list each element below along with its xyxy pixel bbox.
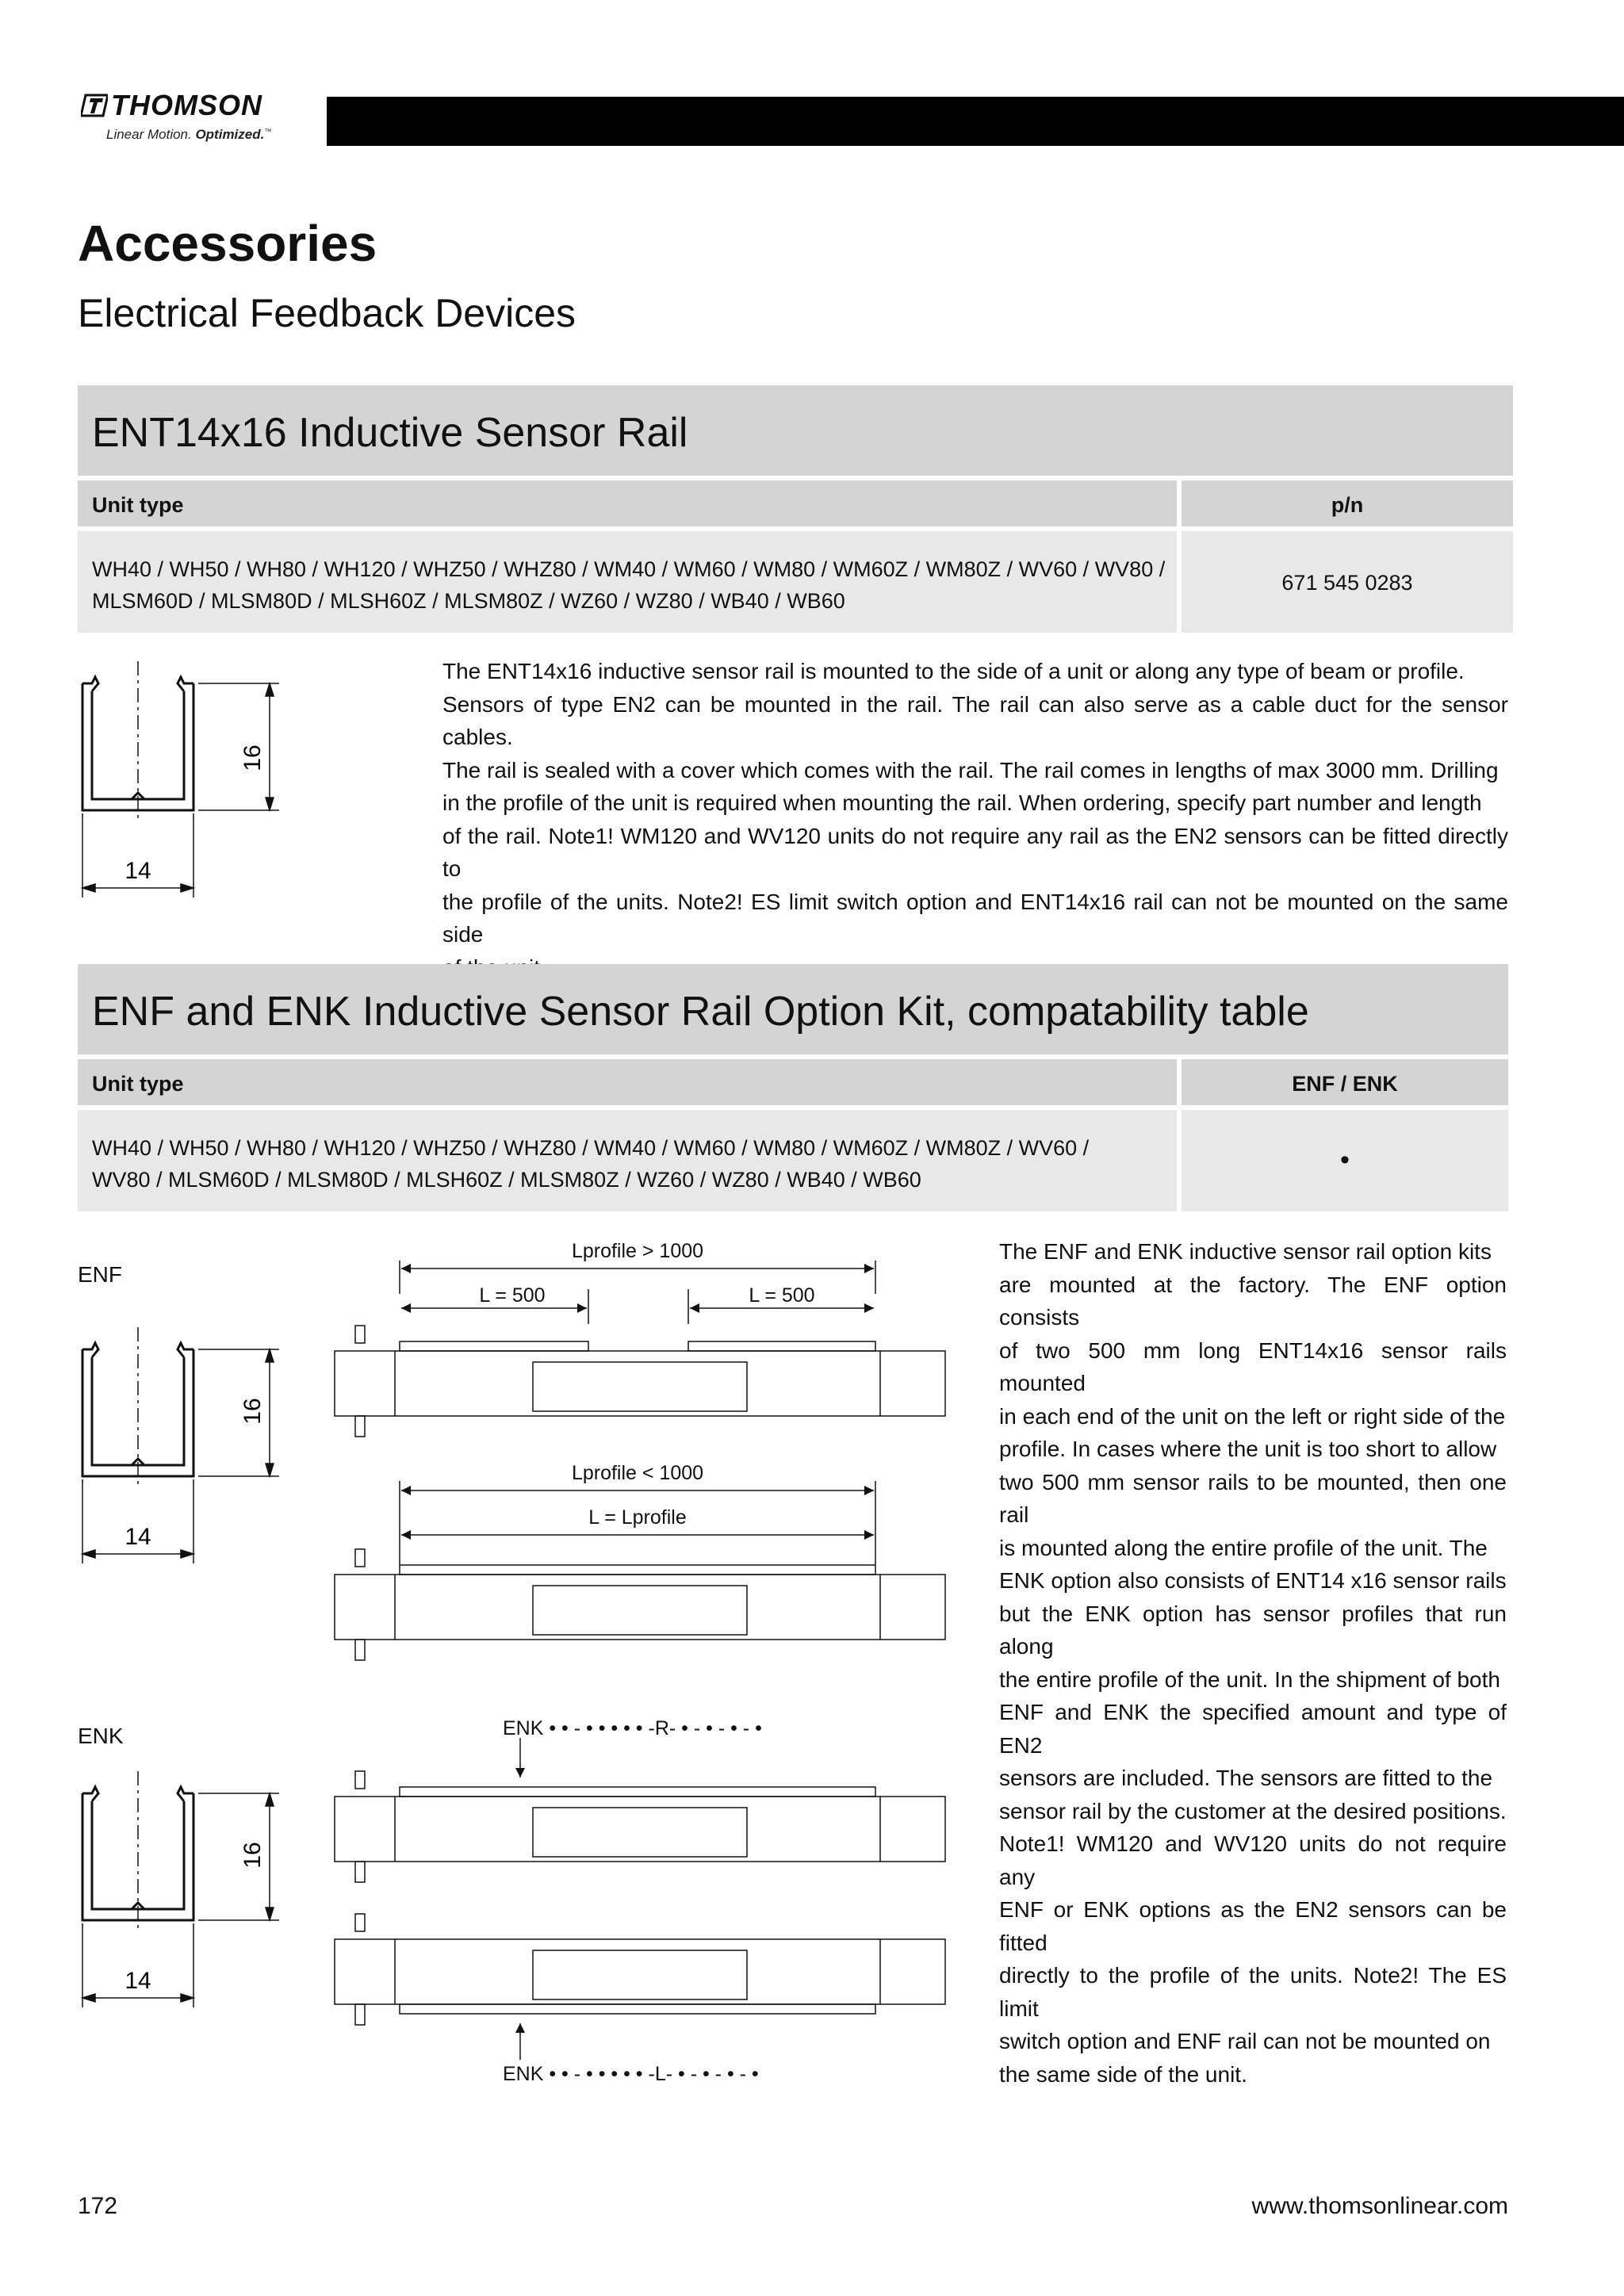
table-cell-compat-mark: • — [1182, 1110, 1508, 1211]
section2-description — [999, 1235, 1507, 2091]
dim-width-label: 14 — [124, 1524, 151, 1550]
enf-label: ENF — [78, 1262, 122, 1287]
l500-left-label: L = 500 — [479, 1284, 546, 1307]
description-line: The ENT14x16 inductive sensor rail is mounted to the side of a unit or along any type of beam or profile. — [442, 659, 1465, 683]
description-line: the same side of the unit. — [999, 2061, 1247, 2087]
lprofile-lt-label: Lprofile < 1000 — [571, 1462, 704, 1484]
description-line: ENF and ENK the specified amount and type of EN2 — [999, 1700, 1507, 1758]
l-eq-lprofile-label: L = Lprofile — [588, 1506, 687, 1529]
footer-website-link[interactable]: www.thomsonlinear.com — [1251, 2193, 1508, 2219]
enk-rail-profile-drawing — [71, 1760, 293, 2014]
description-line: is mounted along the entire profile of the unit. The — [999, 1535, 1488, 1560]
section-ent14x16-header — [78, 385, 1513, 476]
description-line: are mounted at the factory. The ENF option consists — [999, 1272, 1507, 1330]
unit-layout-diagram — [317, 1227, 967, 2091]
description-line: in the profile of the unit is required when mounting the rail. When ordering, specify part number and length — [442, 790, 1482, 815]
l500-right-label: L = 500 — [749, 1284, 815, 1307]
brand-logo-text: THOMSON — [111, 89, 262, 121]
description-line: but the ENK option has sensor profiles that run along — [999, 1601, 1507, 1659]
table-row-unit-types — [78, 1110, 1177, 1211]
section-title: ENT14x16 Inductive Sensor Rail — [92, 410, 688, 456]
dim-height-label: 16 — [239, 1842, 266, 1869]
description-line: in each end of the unit on the left or right side of the — [999, 1403, 1506, 1429]
description-line: The ENF and ENK inductive sensor rail option kits — [999, 1239, 1492, 1264]
brand-tagline: Linear Motion. Optimized.™ — [106, 127, 272, 142]
table-header-enf-enk: ENF / ENK — [1182, 1059, 1508, 1105]
page-title: Accessories — [78, 215, 377, 272]
enk-label: ENK — [78, 1724, 124, 1748]
table-header-unit-type: Unit type — [78, 1059, 1177, 1105]
header-black-bar — [327, 97, 1624, 146]
lprofile-gt-label: Lprofile > 1000 — [571, 1240, 704, 1262]
dim-height-label: 16 — [239, 1398, 266, 1425]
description-line: the profile of the units. Note2! ES limit switch option and ENT14x16 rail can not be mounted on the same side — [442, 889, 1508, 947]
thomson-logo-icon — [81, 94, 108, 117]
section-enf-enk-header — [78, 964, 1508, 1054]
table-header-unit-type: Unit type — [78, 480, 1177, 526]
description-line: profile. In cases where the unit is too short to allow — [999, 1437, 1497, 1461]
description-line: Note1! WM120 and WV120 units do not require any — [999, 1831, 1507, 1889]
unit-types-line: WV80 / MLSM60D / MLSM80D / MLSH60Z / MLSM80Z / WZ60 / WZ80 / WB40 / WB60 — [92, 1168, 921, 1192]
page-subtitle: Electrical Feedback Devices — [78, 291, 576, 335]
description-line: sensors are included. The sensors are fitted to the — [999, 1766, 1493, 1790]
enk-code-l-label: ENK • • - • • • • • -L- • - • - • - • — [503, 2063, 759, 2085]
page-number: 172 — [78, 2193, 118, 2219]
dim-width-label: 14 — [124, 858, 151, 884]
description-line: Sensors of type EN2 can be mounted in the rail. The rail can also serve as a cable duct for the sensor cables. — [442, 691, 1508, 749]
unit-types-line: WH40 / WH50 / WH80 / WH120 / WHZ50 / WHZ80 / WM40 / WM60 / WM80 / WM60Z / WM80Z / WV60 / WV80 / — [92, 557, 1166, 581]
description-line: sensor rail by the customer at the desired positions. — [999, 1798, 1507, 1823]
dim-height-label: 16 — [239, 744, 266, 771]
description-line: ENF or ENK options as the EN2 sensors can be fitted — [999, 1897, 1507, 1955]
dim-width-label: 14 — [124, 1968, 151, 1994]
enk-code-r-label: ENK • • - • • • • • -R- • - • - • - • — [503, 1717, 762, 1739]
unit-types-line: WH40 / WH50 / WH80 / WH120 / WHZ50 / WHZ80 / WM40 / WM60 / WM80 / WM60Z / WM80Z / WV60 / — [92, 1136, 1090, 1160]
description-line: of the rail. Note1! WM120 and WV120 units do not require any rail as the EN2 sensors can be fitted directly to — [442, 823, 1508, 881]
table-header-pn: p/n — [1182, 480, 1513, 526]
description-line: The rail is sealed with a cover which comes with the rail. The rail comes in lengths of max 3000 mm. Drilling — [442, 757, 1499, 783]
section1-description — [442, 655, 1508, 984]
unit-types-line: MLSM60D / MLSM80D / MLSH60Z / MLSM80Z / WZ60 / WZ80 / WB40 / WB60 — [92, 589, 845, 613]
description-line: the entire profile of the unit. In the shipment of both — [999, 1667, 1500, 1692]
section-title: ENF and ENK Inductive Sensor Rail Option Kit, compatability table — [92, 989, 1309, 1035]
description-line: two 500 mm sensor rails to be mounted, then one rail — [999, 1469, 1507, 1527]
description-line: directly to the profile of the units. Note2! The ES limit — [999, 1963, 1507, 2021]
description-line: ENK option also consists of ENT14 x16 sensor rails — [999, 1568, 1507, 1593]
description-line: of two 500 mm long ENT14x16 sensor rails mounted — [999, 1337, 1507, 1395]
enf-rail-profile-drawing — [71, 1316, 293, 1570]
table-cell-part-number: 671 545 0283 — [1182, 531, 1513, 633]
rail-profile-drawing — [71, 650, 293, 904]
description-line: switch option and ENF rail can not be mounted on — [999, 2029, 1491, 2053]
table-row-unit-types — [78, 531, 1177, 633]
